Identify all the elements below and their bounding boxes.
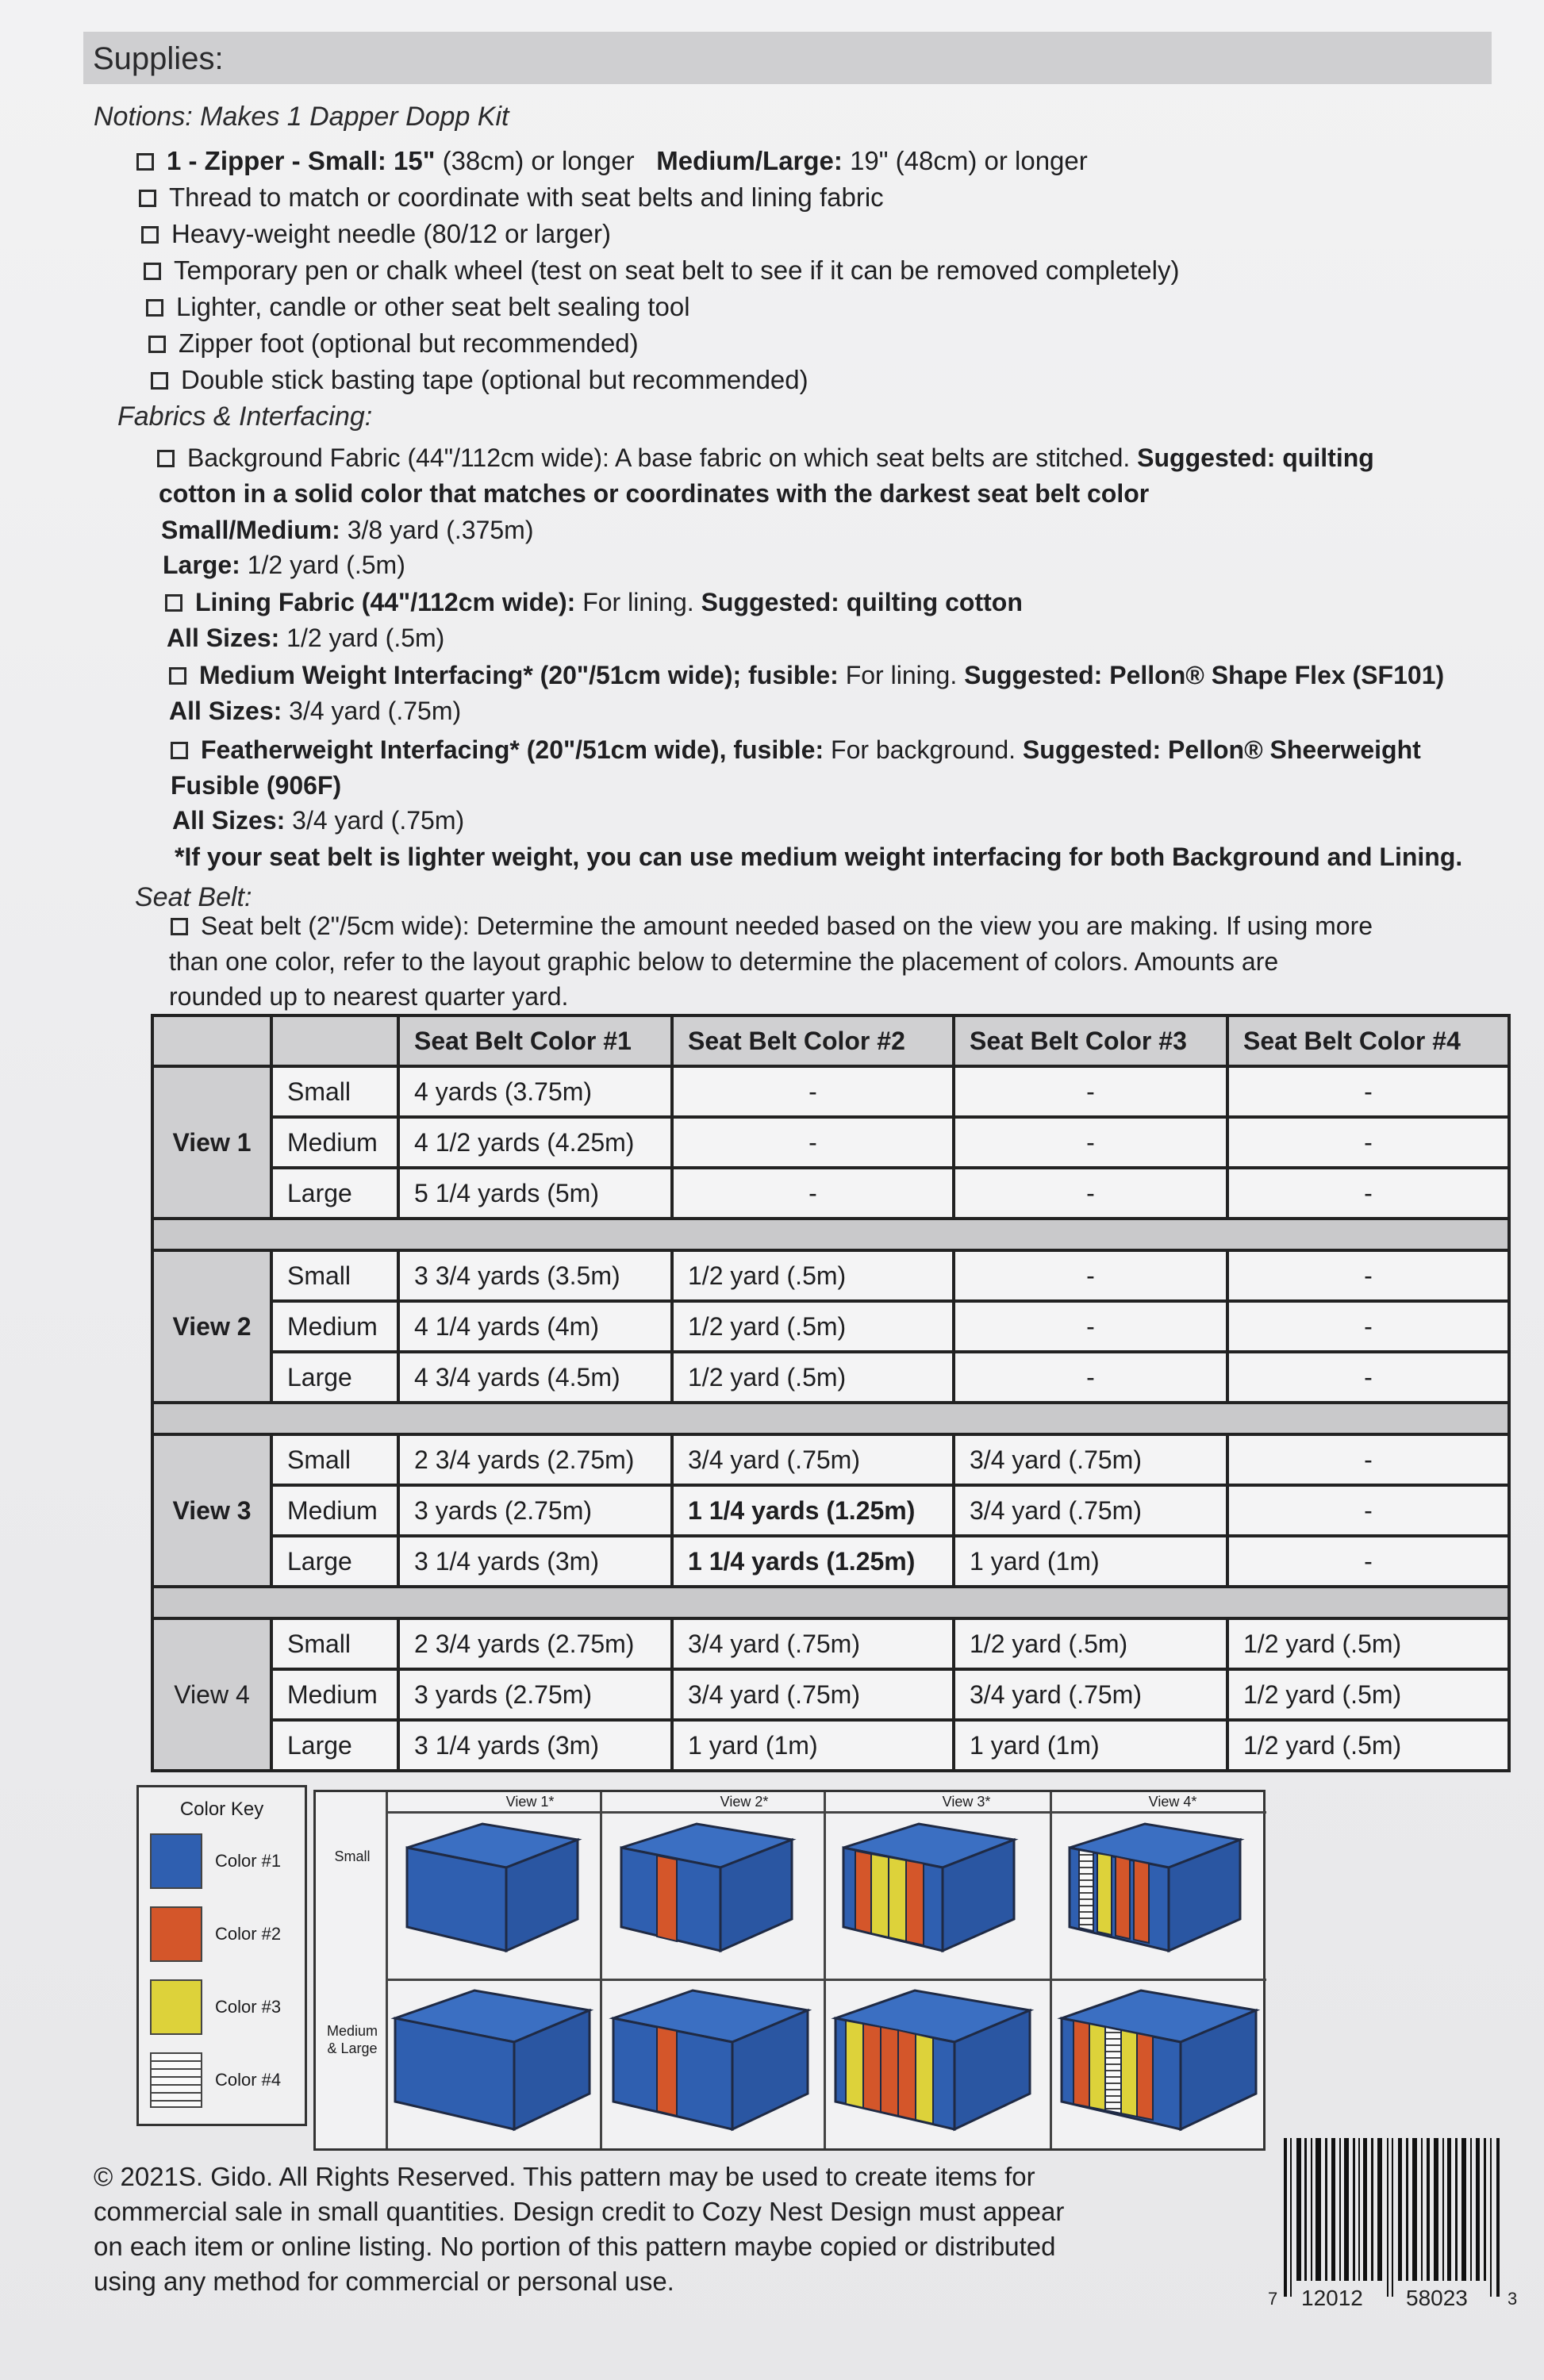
color-label: Color #3 (215, 1997, 282, 2017)
checkbox[interactable] (146, 299, 163, 317)
table-separator (152, 1403, 1509, 1434)
dopp-kit-view1-large (395, 1990, 590, 2129)
color4-cell: - (1227, 1066, 1509, 1117)
color3-cell: 1 yard (1m) (954, 1720, 1227, 1771)
size-cell: Large (271, 1168, 398, 1219)
checkbox[interactable] (144, 263, 161, 280)
row-label: Medium & Large (326, 2023, 378, 2056)
color3-cell: 1 yard (1m) (954, 1536, 1227, 1587)
color-swatch (150, 1833, 202, 1889)
page-title: Supplies: (93, 41, 224, 76)
background-small-medium: Small/Medium: 3/8 yard (.375m) (161, 516, 534, 544)
color2-cell: 1/2 yard (.5m) (672, 1352, 954, 1403)
featherweight-interfacing-item: Featherweight Interfacing* (20"/51cm wide), fusible: For background. Suggested: Pellon® Sheerweight (171, 733, 1421, 766)
table-row (152, 1066, 1509, 1117)
view-label: View 1 (152, 1066, 271, 1219)
color4-cell: 1/2 yard (.5m) (1227, 1720, 1509, 1771)
color1-cell: 4 1/4 yards (4m) (398, 1301, 672, 1352)
color1-cell: 2 3/4 yards (2.75m) (398, 1434, 672, 1485)
dopp-kit-view4-large (1062, 1990, 1256, 2129)
table-row (152, 1352, 1509, 1403)
color4-cell: 1/2 yard (.5m) (1227, 1669, 1509, 1720)
color2-cell: - (672, 1168, 954, 1219)
size-cell: Medium (271, 1669, 398, 1720)
table-row (152, 1434, 1509, 1485)
table-separator (152, 1587, 1509, 1618)
color-key-item (150, 1833, 301, 1897)
view-header: View 3* (942, 1794, 991, 1810)
size-cell: Small (271, 1250, 398, 1301)
color1-cell: 3 yards (2.75m) (398, 1485, 672, 1536)
color4-cell: - (1227, 1117, 1509, 1168)
view-label: View 2 (152, 1250, 271, 1403)
zipper-item: 1 - Zipper - Small: 15" (38cm) or longer Medium/Large: 19" (48cm) or longer (136, 144, 1088, 178)
color-swatch (150, 2052, 202, 2108)
color-label: Color #4 (215, 2070, 282, 2090)
table-header (271, 1015, 398, 1066)
color1-cell: 2 3/4 yards (2.75m) (398, 1618, 672, 1669)
size-cell: Medium (271, 1485, 398, 1536)
notion-item: Thread to match or coordinate with seat belts and lining fabric (139, 181, 884, 214)
color3-cell: 3/4 yard (.75m) (954, 1669, 1227, 1720)
view-label: View 3 (152, 1434, 271, 1587)
color4-cell: - (1227, 1250, 1509, 1301)
notion-item: Temporary pen or chalk wheel (test on seat belt to see if it can be removed completely) (144, 254, 1179, 287)
color2-cell: 1 yard (1m) (672, 1720, 954, 1771)
color2-cell: 1 1/4 yards (1.25m) (672, 1485, 954, 1536)
color2-cell: 1/2 yard (.5m) (672, 1250, 954, 1301)
table-row (152, 1117, 1509, 1168)
color3-cell: 1/2 yard (.5m) (954, 1618, 1227, 1669)
medium-interfacing-item: Medium Weight Interfacing* (20"/51cm wide); fusible: For lining. Suggested: Pellon® Shape Flex (SF101) (169, 658, 1444, 692)
color2-cell: 3/4 yard (.75m) (672, 1618, 954, 1669)
color-key (136, 1785, 307, 2126)
table-header (152, 1015, 271, 1066)
background-fabric-item: Background Fabric (44"/112cm wide): A base fabric on which seat belts are stitched. Suggested: quilting (157, 441, 1374, 474)
checkbox[interactable] (141, 226, 159, 244)
checkbox[interactable] (136, 153, 154, 171)
seatbelt-desc-line2: than one color, refer to the layout graphic below to determine the placement of colors. Amounts are (169, 947, 1279, 976)
table-header: Seat Belt Color #4 (1227, 1015, 1509, 1066)
checkbox[interactable] (169, 667, 186, 685)
color-key-item (150, 2052, 301, 2116)
table-row (152, 1720, 1509, 1771)
notion-item: Zipper foot (optional but recommended) (148, 327, 639, 360)
table-header: Seat Belt Color #3 (954, 1015, 1227, 1066)
table-row (152, 1485, 1509, 1536)
size-cell: Large (271, 1720, 398, 1771)
color1-cell: 5 1/4 yards (5m) (398, 1168, 672, 1219)
color1-cell: 3 yards (2.75m) (398, 1669, 672, 1720)
copyright-notice: © 2021S. Gido. All Rights Reserved. This pattern may be used to create items for commercial sale in small quantities. Design credit to Cozy Nest Design must appear on each item or online listing. No portion of this pattern maybe copied or distributed using any method for commercial or personal use. (94, 2162, 1065, 2296)
interfacing-note: *If your seat belt is lighter weight, you can use medium weight interfacing for both Background and Lining. (175, 843, 1463, 871)
dopp-kit-view2-small (621, 1824, 792, 1951)
dopp-kit-view1-small (407, 1824, 578, 1951)
color3-cell: - (954, 1168, 1227, 1219)
lining-sizes: All Sizes: 1/2 yard (.5m) (167, 624, 445, 652)
dopp-kit-view4-small (1070, 1824, 1240, 1951)
seatbelt-desc-line3: rounded up to nearest quarter yard. (169, 982, 569, 1011)
color1-cell: 4 3/4 yards (4.5m) (398, 1352, 672, 1403)
color3-cell: - (954, 1117, 1227, 1168)
barcode-digit: 7 (1268, 2289, 1278, 2309)
color4-cell: 1/2 yard (.5m) (1227, 1618, 1509, 1669)
view-header: View 1* (505, 1794, 555, 1810)
color1-cell: 4 yards (3.75m) (398, 1066, 672, 1117)
seatbelt-title: Seat Belt: (135, 882, 252, 912)
size-cell: Large (271, 1536, 398, 1587)
barcode-digits: 58023 (1406, 2286, 1468, 2310)
color3-cell: 3/4 yard (.75m) (954, 1434, 1227, 1485)
dopp-kit-view2-large (613, 1990, 808, 2129)
view-header: View 4* (1148, 1794, 1197, 1810)
color-key-item (150, 1906, 301, 1970)
color1-cell: 3 3/4 yards (3.5m) (398, 1250, 672, 1301)
color3-cell: - (954, 1301, 1227, 1352)
color3-cell: - (954, 1352, 1227, 1403)
size-cell: Small (271, 1618, 398, 1669)
checkbox[interactable] (171, 918, 188, 935)
view-label: View 4 (152, 1618, 271, 1771)
checkbox[interactable] (171, 742, 188, 759)
color2-cell: 3/4 yard (.75m) (672, 1434, 954, 1485)
color4-cell: - (1227, 1168, 1509, 1219)
notion-item: Double stick basting tape (optional but recommended) (151, 363, 808, 397)
featherweight-sizes: All Sizes: 3/4 yard (.75m) (172, 806, 465, 835)
view-header: View 2* (720, 1794, 769, 1810)
barcode (1268, 2138, 1518, 2320)
table-row (152, 1669, 1509, 1720)
color2-cell: - (672, 1066, 954, 1117)
seatbelt-table (151, 1014, 1511, 1772)
color3-cell: - (954, 1066, 1227, 1117)
size-cell: Medium (271, 1301, 398, 1352)
table-row (152, 1168, 1509, 1219)
checkbox[interactable] (148, 336, 166, 353)
color2-cell: 3/4 yard (.75m) (672, 1669, 954, 1720)
dopp-kit-view3-small (843, 1824, 1014, 1951)
color-label: Color #1 (215, 1851, 282, 1871)
color-swatch (150, 1906, 202, 1962)
color1-cell: 4 1/2 yards (4.25m) (398, 1117, 672, 1168)
color4-cell: - (1227, 1434, 1509, 1485)
barcode-digit: 3 (1508, 2289, 1518, 2309)
table-separator (152, 1219, 1509, 1250)
checkbox[interactable] (157, 450, 175, 467)
lining-fabric-item: Lining Fabric (44"/112cm wide): For lining. Suggested: quilting cotton (165, 585, 1023, 619)
medium-interfacing-sizes: All Sizes: 3/4 yard (.75m) (169, 697, 462, 725)
color4-cell: - (1227, 1352, 1509, 1403)
color4-cell: - (1227, 1485, 1509, 1536)
barcode-digits: 12012 (1301, 2286, 1363, 2310)
color4-cell: - (1227, 1536, 1509, 1587)
color2-cell: 1 1/4 yards (1.25m) (672, 1536, 954, 1587)
color-key-item (150, 1979, 301, 2043)
background-fabric-desc: cotton in a solid color that matches or coordinates with the darkest seat belt color (159, 479, 1150, 508)
color-swatch (150, 1979, 202, 2035)
dopp-kit-view3-large (835, 1990, 1030, 2129)
color2-cell: 1/2 yard (.5m) (672, 1301, 954, 1352)
seatbelt-item: Seat belt (2"/5cm wide): Determine the amount needed based on the view you are making. If using more (171, 909, 1373, 942)
size-cell: Medium (271, 1117, 398, 1168)
table-header-row (152, 1015, 1509, 1066)
table-header: Seat Belt Color #2 (672, 1015, 954, 1066)
size-cell: Small (271, 1066, 398, 1117)
checkbox[interactable] (151, 372, 168, 390)
notion-item: Heavy-weight needle (80/12 or larger) (141, 217, 611, 251)
table-row (152, 1618, 1509, 1669)
color2-cell: - (672, 1117, 954, 1168)
size-cell: Small (271, 1434, 398, 1485)
row-label: Small (334, 1848, 371, 1864)
supplies-header (83, 32, 1492, 84)
notion-item: Lighter, candle or other seat belt sealing tool (146, 290, 690, 324)
dopp-kit-illustrations (316, 1792, 1268, 2153)
color3-cell: 3/4 yard (.75m) (954, 1485, 1227, 1536)
color4-cell: - (1227, 1301, 1509, 1352)
featherweight-name: Fusible (906F) (171, 771, 342, 800)
color1-cell: 3 1/4 yards (3m) (398, 1720, 672, 1771)
table-header: Seat Belt Color #1 (398, 1015, 672, 1066)
notions-title: Notions: Makes 1 Dapper Dopp Kit (94, 102, 509, 132)
table-row (152, 1536, 1509, 1587)
table-row (152, 1301, 1509, 1352)
color3-cell: - (954, 1250, 1227, 1301)
view-layout-grid (313, 1790, 1266, 2151)
table-row (152, 1250, 1509, 1301)
checkbox[interactable] (165, 594, 182, 612)
color1-cell: 3 1/4 yards (3m) (398, 1536, 672, 1587)
color-label: Color #2 (215, 1924, 282, 1944)
background-large: Large: 1/2 yard (.5m) (163, 551, 405, 579)
fabrics-title: Fabrics & Interfacing: (117, 401, 373, 432)
checkbox[interactable] (139, 190, 156, 207)
size-cell: Large (271, 1352, 398, 1403)
color-key-title: Color Key (179, 1798, 264, 1820)
